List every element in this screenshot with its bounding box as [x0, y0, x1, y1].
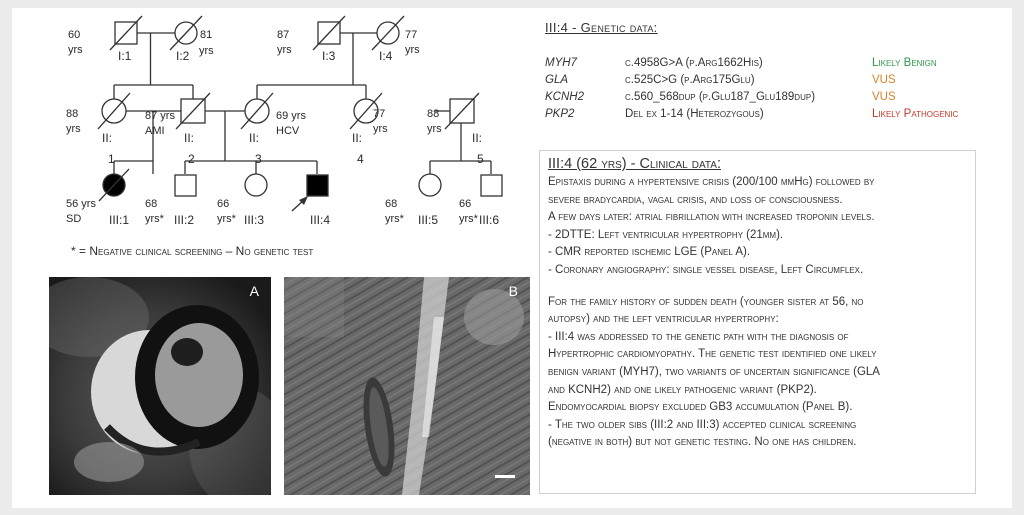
- III5-age: 68: [385, 198, 398, 210]
- figure-canvas: [12, 8, 1012, 508]
- III3-age: 66: [217, 198, 230, 210]
- clinical-spacer: [548, 280, 967, 294]
- clinical-line: - III:4 was addressed to the genetic path with the diagnosis of: [548, 330, 849, 343]
- III6-age-unit: yrs*: [459, 213, 478, 225]
- II5-id-b: 5: [477, 152, 484, 166]
- II2-note: AMI: [145, 125, 165, 137]
- pedigree-III2-symbol: [175, 175, 196, 196]
- clinical-line: severe bradycardia, vagal crisis, and loss of consciousness.: [548, 193, 843, 206]
- clinical-line: - CMR reported ischemic LGE (Panel A).: [548, 246, 751, 259]
- I2-id: I:2: [176, 49, 190, 63]
- II3-id-a: II:: [249, 131, 260, 145]
- panel-a-label: A: [249, 283, 259, 299]
- III1-id: III:1: [109, 213, 130, 227]
- II2-id-b: 2: [188, 152, 195, 166]
- cmr-image-panel: [49, 277, 271, 495]
- II3-age: 69 yrs: [276, 110, 306, 122]
- III2-age: 68: [145, 198, 158, 210]
- clinical-line: (negative in both) but not genetic testing. No one has children.: [548, 436, 857, 449]
- variant-text: Del ex 1-14 (Heterozygous): [625, 108, 764, 120]
- III2-id: III:2: [174, 213, 195, 227]
- I4-id: I:4: [379, 49, 393, 63]
- I3-age-unit: yrs: [277, 44, 292, 56]
- clinical-data-box: [539, 150, 976, 494]
- III6-id: III:6: [479, 213, 500, 227]
- II1-id-b: 1: [108, 152, 115, 166]
- gene-name: PKP2: [545, 108, 575, 120]
- variant-text: c.525C>G (p.Arg175Glu): [625, 74, 755, 86]
- gene-name: MYH7: [545, 57, 577, 69]
- clinical-line: Endomyocardial biopsy excluded GB3 accumulation (Panel B).: [548, 401, 853, 414]
- clinical-line: autopsy) and the left ventricular hypertrophy:: [548, 313, 779, 326]
- II2-age: 87 yrs: [145, 110, 175, 122]
- gene-name: KCNH2: [545, 91, 584, 103]
- I3-age: 87: [277, 29, 290, 41]
- classification-label: VUS: [872, 74, 896, 86]
- clinical-line: For the family history of sudden death (younger sister at 56, no: [548, 295, 864, 308]
- II3-note: HCV: [276, 125, 300, 137]
- clinical-line: - Coronary angiography: single vessel disease, Left Circumflex.: [548, 263, 864, 276]
- cmr-image: [49, 277, 271, 495]
- gene-name: GLA: [545, 74, 569, 86]
- clinical-line: A few days later: atrial fibrillation with increased troponin levels.: [548, 211, 875, 224]
- panel-b-label: B: [508, 283, 518, 299]
- pedigree-III5-symbol: [419, 174, 441, 196]
- III3-id: III:3: [244, 213, 265, 227]
- clinical-line: benign variant (MYH7), two variants of uncertain significance (GLA: [548, 365, 880, 378]
- I2-age-unit: yrs: [199, 45, 214, 57]
- biopsy-image: [284, 277, 530, 495]
- III1-age: 56 yrs: [66, 198, 96, 210]
- classification-label: VUS: [872, 91, 896, 103]
- variant-text: c.560_568dup (p.Glu187_Glu189dup): [625, 91, 816, 103]
- III1-note: SD: [66, 213, 82, 225]
- I1-age: 60: [68, 29, 81, 41]
- II1-age-unit: yrs: [66, 123, 81, 135]
- II4-id-a: II:: [352, 131, 363, 145]
- scale-bar: [495, 475, 515, 478]
- pedigree-chart: [12, 8, 532, 270]
- III3-age-unit: yrs*: [217, 213, 236, 225]
- II1-age: 88: [66, 108, 79, 120]
- clinical-line: Hypertrophic cardiomyopathy. The genetic test identified one likely: [548, 348, 877, 361]
- I3-id: I:3: [322, 49, 336, 63]
- III5-age-unit: yrs*: [385, 213, 404, 225]
- variant-text: c.4958G>A (p.Arg1662His): [625, 57, 763, 69]
- I1-age-unit: yrs: [68, 44, 83, 56]
- II4-age: 77: [373, 108, 386, 120]
- I2-age: 81: [200, 29, 213, 41]
- II4-id-b: 4: [357, 152, 364, 166]
- III6-age: 66: [459, 198, 472, 210]
- III2-age-unit: yrs*: [145, 213, 164, 225]
- II5-age-unit: yrs: [427, 123, 442, 135]
- II4-age-unit: yrs: [373, 123, 388, 135]
- clinical-line: Epistaxis during a hypertensive crisis (200/100 mmHg) followed by: [548, 176, 875, 188]
- III4-id: III:4: [310, 213, 331, 227]
- II1-id-a: II:: [102, 131, 113, 145]
- pedigree-III4-symbol: [307, 175, 328, 196]
- II3-id-b: 3: [255, 152, 262, 166]
- genetic-data-title: III:4 - Genetic data:: [545, 20, 658, 35]
- III5-id: III:5: [418, 213, 439, 227]
- classification-label: Likely Pathogenic: [872, 108, 959, 120]
- I1-id: I:1: [118, 49, 132, 63]
- clinical-line: - 2DTTE: Left ventricular hypertrophy (21mm).: [548, 228, 784, 241]
- biopsy-image-panel: [284, 277, 530, 495]
- proband-arrow: [292, 196, 308, 211]
- II5-id-a: II:: [472, 131, 483, 145]
- pedigree-III6-symbol: [481, 175, 502, 196]
- clinical-line: - The two older sibs (III:2 and III:3) accepted clinical screening: [548, 418, 857, 431]
- clinical-line: and KCNH2) and one likely pathogenic variant (PKP2).: [548, 383, 817, 396]
- I4-age-unit: yrs: [405, 44, 420, 56]
- I4-age: 77: [405, 29, 418, 41]
- clinical-data-title: III:4 (62 yrs) - Clinical data:: [548, 156, 721, 172]
- II2-id-a: II:: [184, 131, 195, 145]
- classification-label: Likely Benign: [872, 57, 937, 69]
- II5-age: 88: [427, 108, 440, 120]
- pedigree-III3-symbol: [245, 174, 267, 196]
- pedigree-footnote: * = Negative clinical screening – No genetic test: [71, 244, 314, 258]
